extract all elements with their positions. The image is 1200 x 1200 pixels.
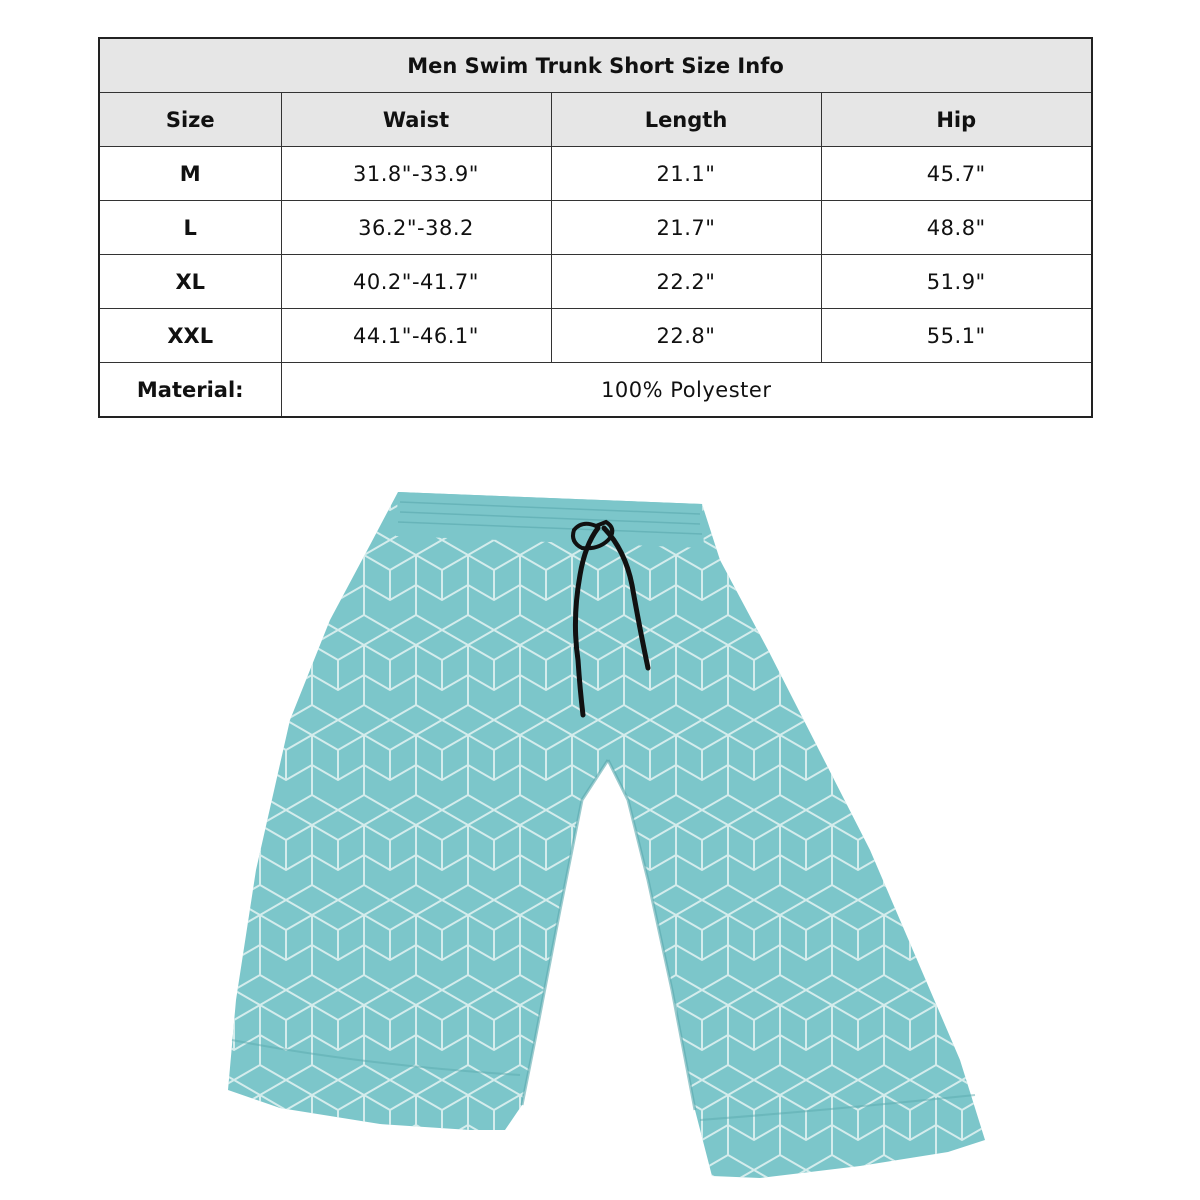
swim-trunk-image — [0, 470, 1200, 1200]
length-cell: 21.7" — [551, 201, 821, 255]
table-row — [99, 201, 1092, 255]
material-label: Material: — [99, 363, 281, 418]
waist-cell: 36.2"-38.2 — [281, 201, 551, 255]
table-row — [99, 309, 1092, 363]
hip-cell: 48.8" — [821, 201, 1092, 255]
shorts-body — [200, 480, 1020, 1200]
hip-cell: 51.9" — [821, 255, 1092, 309]
column-header-waist: Waist — [281, 93, 551, 147]
waist-cell: 31.8"-33.9" — [281, 147, 551, 201]
table-title-row — [99, 38, 1092, 93]
size-info-table — [98, 37, 1093, 418]
length-cell: 21.1" — [551, 147, 821, 201]
size-cell: XXL — [99, 309, 281, 363]
length-cell: 22.8" — [551, 309, 821, 363]
column-header-size: Size — [99, 93, 281, 147]
size-cell: L — [99, 201, 281, 255]
column-header-length: Length — [551, 93, 821, 147]
material-value: 100% Polyester — [281, 363, 1092, 418]
column-header-hip: Hip — [821, 93, 1092, 147]
size-cell: XL — [99, 255, 281, 309]
hip-cell: 45.7" — [821, 147, 1092, 201]
length-cell: 22.2" — [551, 255, 821, 309]
size-cell: M — [99, 147, 281, 201]
hip-cell: 55.1" — [821, 309, 1092, 363]
table-row — [99, 255, 1092, 309]
table-title: Men Swim Trunk Short Size Info — [99, 38, 1092, 93]
waist-cell: 40.2"-41.7" — [281, 255, 551, 309]
waist-cell: 44.1"-46.1" — [281, 309, 551, 363]
table-row — [99, 147, 1092, 201]
table-header-row — [99, 93, 1092, 147]
material-row — [99, 363, 1092, 418]
